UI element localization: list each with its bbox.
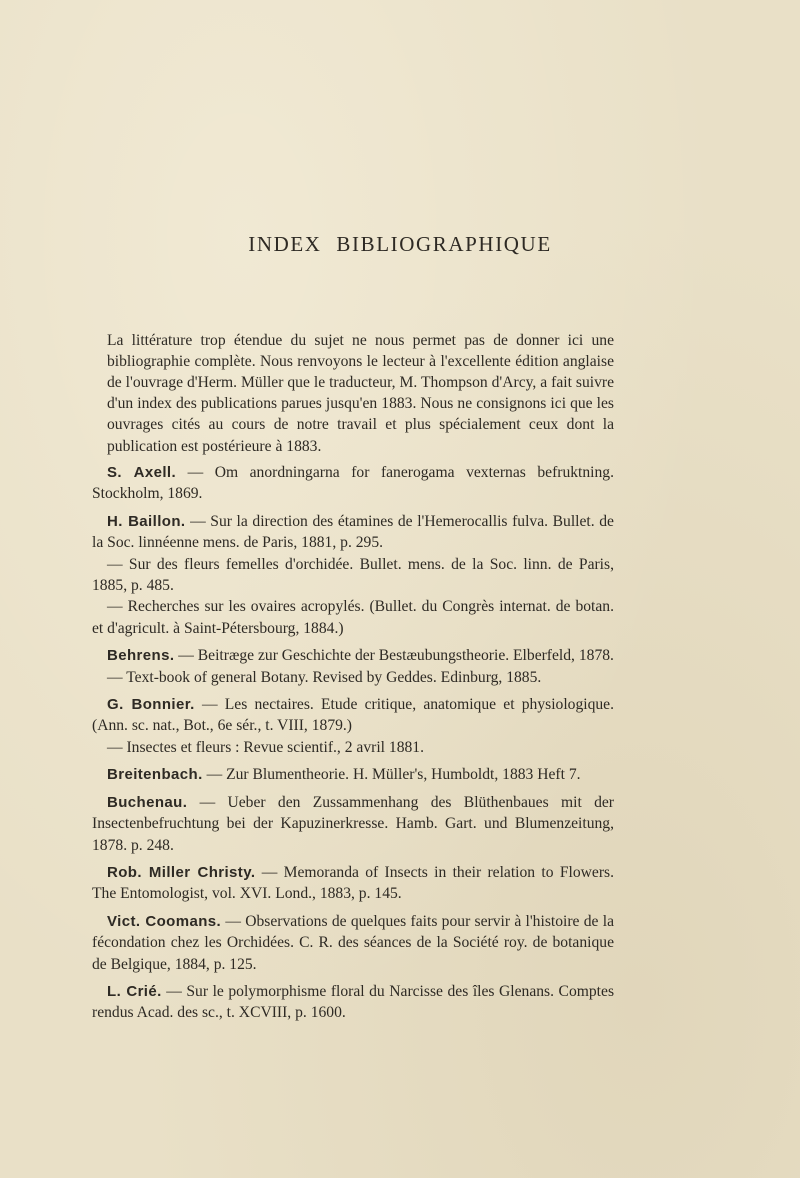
- entry-author: S. Axell.: [107, 464, 177, 481]
- entry-author: Breitenbach.: [107, 766, 203, 784]
- bibliography-entry: [92, 981, 614, 1024]
- bibliography-entry: [92, 554, 614, 597]
- entry-author: G. Bonnier.: [107, 696, 195, 714]
- entry-text: — Zur Blumentheorie. H. Müller's, Humboldt, 1883 Heft 7.: [202, 766, 581, 784]
- intro-paragraph: La littérature trop étendue du sujet ne nous permet pas de donner ici une bibliographie complète. Nous renvoyons le lecteur à l'excellente édition anglaise de l'ouvrage d'Herm. Müller que le traducteur, M. Thompson d'Arcy, a fait suivre d'un index des publications parues jusqu'en 1883. Nous ne consignons ici que les ouvrages cités au cours de notre travail et plus spécialement ceux dont la publication est postérieure à 1883.: [107, 331, 614, 455]
- entry-text: — Beitræge zur Geschichte der Bestæubungstheorie. Elberfeld, 1878.: [174, 647, 614, 665]
- entry-author: L. Crié.: [107, 982, 162, 1000]
- entry-author: Buchenau.: [107, 793, 188, 811]
- entry-author: Rob. Miller Christy.: [107, 863, 256, 881]
- bibliography-entry: [92, 792, 614, 856]
- entry-text: — Sur des fleurs femelles d'orchidée. Bullet. mens. de la Soc. linn. de Paris, 1885, p. 485.: [92, 555, 614, 595]
- entry-text: — Observations de quelques faits pour servir à l'histoire de la fécondation chez les Orchidées. C. R. des séances de la Société roy. de botanique de Belgique, 1884, p. 125.: [92, 912, 615, 973]
- bibliography-entry: [92, 645, 614, 666]
- entry-text: — Sur le polymorphisme floral du Narcisse des îles Glenans. Comptes rendus Acad. des sc., t. XCVIII, p. 1600.: [92, 982, 615, 1022]
- entry-author: Vict. Coomans.: [107, 912, 222, 930]
- bibliography-entry: [92, 737, 614, 758]
- entry-text: — Memoranda of Insects in their relation to Flowers. The Entomologist, vol. XVI. Lond., 1883, p. 145.: [92, 863, 614, 903]
- bibliography-entry: [92, 667, 614, 688]
- bibliography-entry: [92, 862, 614, 905]
- bibliography-entry: [92, 911, 614, 975]
- entry-text: — Recherches sur les ovaires acropylés. (Bullet. du Congrès internat. de botan. et d'agricult. à Saint-Pétersbourg, 1884.): [92, 598, 614, 637]
- entry-text: — Text-book of general Botany. Revised by Geddes. Edinburg, 1885.: [107, 668, 542, 686]
- entry-author: H. Baillon.: [107, 512, 186, 530]
- entry-text: — Insectes et fleurs : Revue scientif., 2 avril 1881.: [107, 738, 424, 756]
- bibliography-entry: [92, 462, 614, 505]
- bibliography-entry: [92, 596, 614, 639]
- entry-text: — Les nectaires. Etude critique, anatomique et physiologique. (Ann. sc. nat., Bot., 6e sér., t. VIII, 1879.): [92, 696, 614, 735]
- bibliography-entry: [92, 694, 614, 737]
- entry-text: — Om anordningarna for fanerogama vexternas befruktning. Stockholm, 1869.: [92, 464, 614, 503]
- entry-text: — Ueber den Zussammenhang des Blüthenbaues mit der Insectenbefruchtung bei der Kapuzinerkresse. Hamb. Gart. und Blumenzeitung, 1878. p. 248.: [92, 793, 614, 854]
- page-title: INDEX BIBLIOGRAPHIQUE: [248, 232, 552, 256]
- entry-author: Behrens.: [107, 647, 175, 665]
- bibliography-entry: [92, 764, 614, 785]
- entry-text: — Sur la direction des étamines de l'Hemerocallis fulva. Bullet. de la Soc. linnéenne mens. de Paris, 1881, p. 295.: [92, 512, 614, 552]
- bibliography-entry: [92, 511, 614, 554]
- bibliography-list: [92, 462, 614, 1030]
